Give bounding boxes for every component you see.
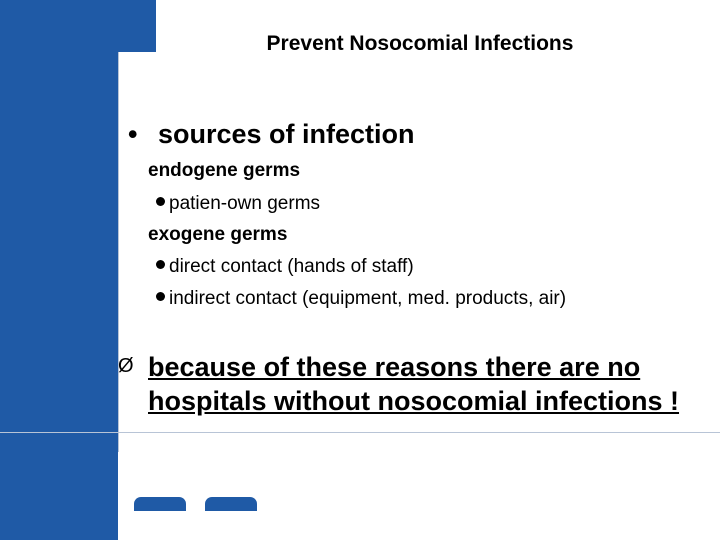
arrow-right-icon: Ø — [118, 355, 134, 377]
footer-tab-left — [134, 497, 186, 511]
bullet-dot-icon — [156, 260, 165, 269]
group-label-exogene: exogene germs — [148, 224, 288, 245]
bullet-dot-icon — [156, 292, 165, 301]
footer-tab-right — [205, 497, 257, 511]
list-item-text: patien-own germs — [169, 193, 321, 214]
slide-title: Prevent Nosocomial Infections — [266, 32, 574, 55]
list-item — [156, 288, 566, 310]
list-item-text: indirect contact (equipment, med. products, air) — [169, 288, 567, 309]
list-item — [156, 256, 414, 278]
conclusion-text: because of these reasons there are no hospitals without nosocomial infections ! — [148, 352, 680, 416]
section-heading — [128, 119, 415, 150]
bullet-dot-icon — [156, 197, 165, 206]
group-label-endogene: endogene germs — [148, 160, 301, 181]
blue-header-block — [0, 0, 156, 52]
list-item-text: direct contact (hands of staff) — [169, 256, 414, 277]
horizontal-divider — [0, 432, 720, 433]
vertical-divider — [118, 52, 119, 452]
blue-side-panel — [0, 52, 118, 540]
list-item — [156, 193, 320, 215]
heading-text: sources of infection — [158, 119, 415, 149]
heading-bullet: • — [128, 119, 138, 149]
